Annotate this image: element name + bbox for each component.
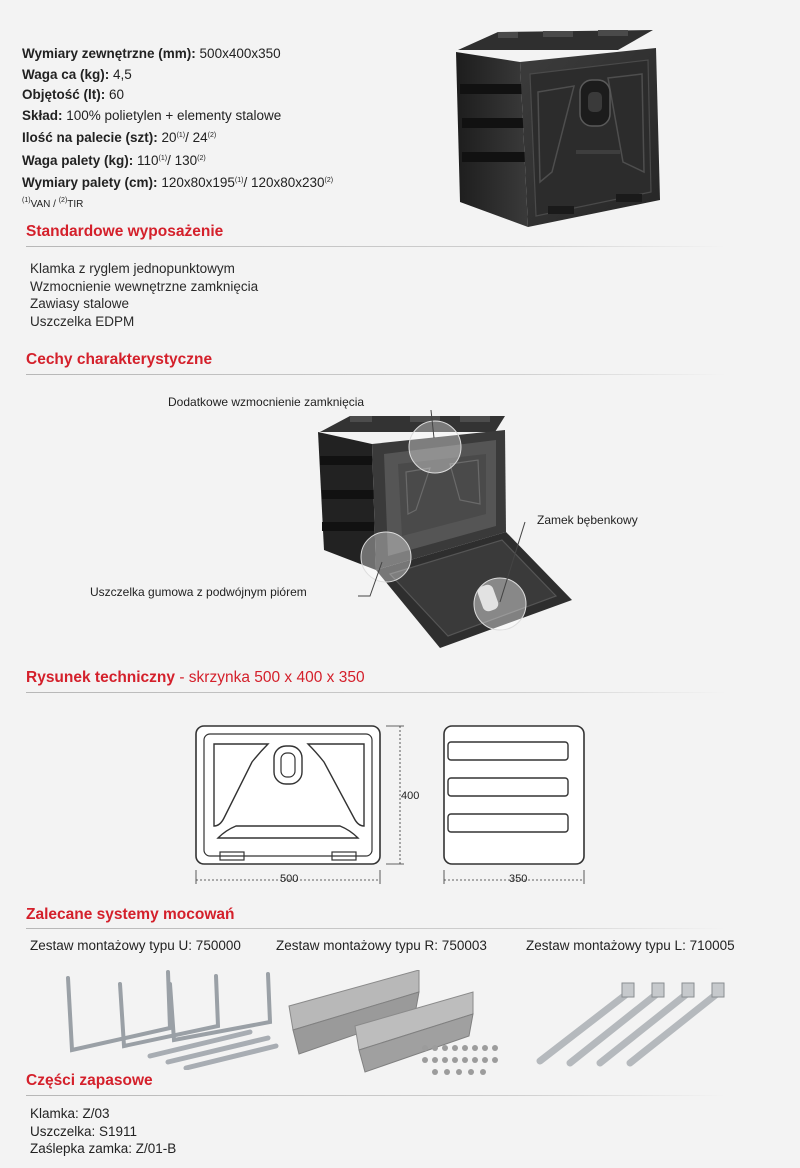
section-divider (26, 374, 726, 375)
section-divider (26, 1095, 726, 1096)
list-item: Uszczelka: S1911 (30, 1123, 138, 1139)
spec-row: Skład: 100% polietylen + elementy stalowe (22, 107, 282, 123)
section-divider (26, 692, 726, 693)
callout-lock: Zamek bębenkowy (537, 513, 638, 527)
product-image-closed (448, 22, 668, 234)
list-item: Klamka z ryglem jednopunktowym (30, 261, 235, 276)
list-item: Klamka: Z/03 (30, 1106, 110, 1121)
standard-equipment-list (30, 260, 258, 330)
spec-row: Waga palety (kg): 110$^{(1)}$/ 130$^{(2)}$ (22, 152, 206, 168)
spec-row: Wymiary zewnętrzne (mm): 500x400x350 (22, 46, 281, 61)
mounting-kit-r-image (285, 970, 515, 1080)
dimension-depth: 350 (509, 873, 528, 885)
callout-seal: Uszczelka gumowa z podwójnym piórem (90, 585, 307, 599)
technical-drawing-front (190, 722, 410, 892)
mounting-kit-u: Zestaw montażowy typu U: 750000 (30, 938, 241, 953)
spec-list (22, 44, 333, 212)
spec-row: Waga ca (kg): 4,5 (22, 66, 132, 82)
section-divider (26, 246, 726, 247)
section-subtitle: - skrzynka 500 x 400 x 350 (175, 669, 365, 686)
section-title-features: Cechy charakterystyczne (26, 351, 213, 368)
mounting-kit-u-image (50, 970, 285, 1070)
dimension-width: 500 (280, 873, 299, 885)
product-image-open (310, 410, 580, 660)
spec-footnote: $^{(1)}$VAN / $^{(2)}$TIR (22, 196, 84, 210)
section-title-spares: Części zapasowe (26, 1072, 153, 1089)
spec-row: Ilość na palecie (szt): 20$^{(1)}$/ 24$^{(2)}$ (22, 130, 217, 145)
section-title-mounting: Zalecane systemy mocowań (26, 906, 235, 923)
list-item: Wzmocnienie wewnętrzne zamknięcia (30, 278, 259, 294)
section-divider (26, 928, 726, 929)
mounting-kit-l-image (530, 975, 735, 1075)
spec-row: Wymiary palety (cm): 120x80x195$^{(1)}$/ 120x80x230$^{(2)}$ (22, 175, 334, 190)
mounting-kit-l: Zestaw montażowy typu L: 710005 (526, 938, 735, 953)
list-item: Zaślepka zamka: Z/01-B (30, 1141, 177, 1156)
dimension-height: 400 (401, 790, 420, 802)
spec-row: Objętość (lt): 60 (22, 87, 125, 102)
callout-reinforcement: Dodatkowe wzmocnienie zamknięcia (168, 395, 365, 409)
section-title-standard: Standardowe wyposażenie (26, 223, 224, 240)
section-title-drawing: Rysunek techniczny - skrzynka 500 x 400 x 350 (26, 669, 365, 686)
mounting-kit-r: Zestaw montażowy typu R: 750003 (276, 938, 487, 953)
list-item: Uszczelka EDPM (30, 313, 135, 329)
technical-drawing-side (440, 722, 590, 892)
spare-parts-list (30, 1105, 176, 1158)
list-item: Zawiasy stalowe (30, 296, 130, 311)
